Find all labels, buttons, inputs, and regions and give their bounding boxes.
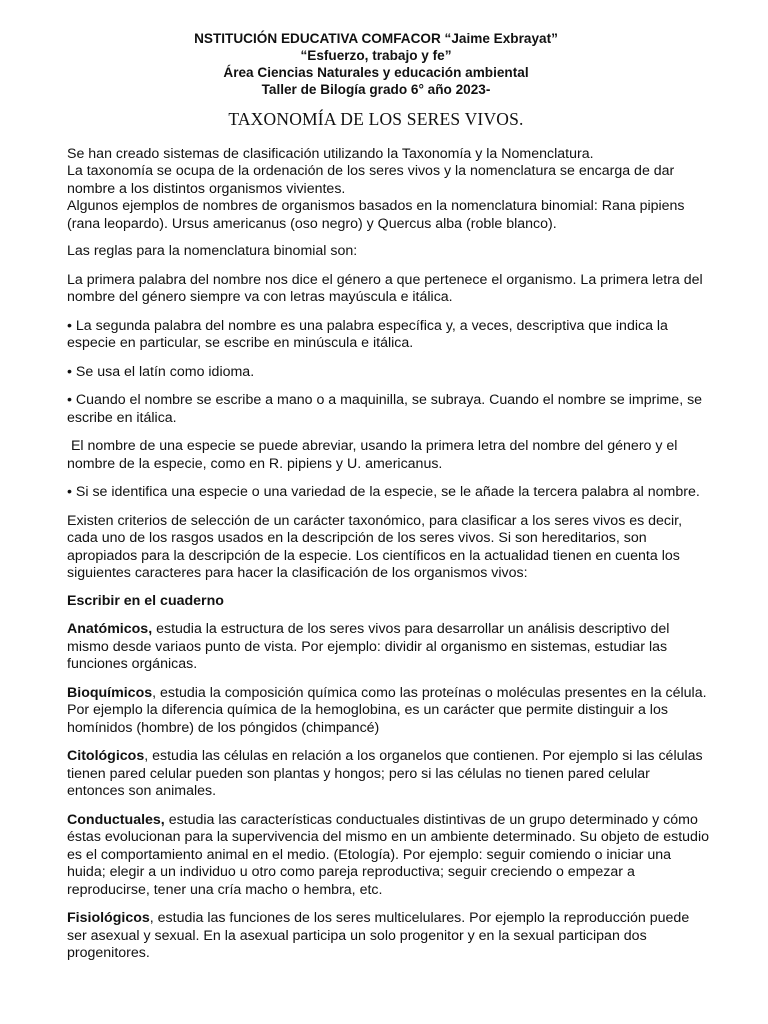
character-paragraph: [67, 621, 710, 674]
character-paragraph: [67, 910, 710, 963]
workshop-title: Taller de Bilogía grado 6° año 2023-: [261, 82, 491, 97]
notebook-heading: Escribir en el cuaderno: [67, 592, 224, 609]
character-term: Bioquímicos: [67, 684, 153, 701]
rule-item: • Se usa el latín como idioma.: [67, 363, 255, 380]
rules-heading: Las reglas para la nomenclatura binomial son:: [67, 243, 358, 259]
character-term: Conductuales,: [67, 811, 165, 828]
character-paragraph: [67, 748, 710, 801]
institution-name: NSTITUCIÓN EDUCATIVA COMFACOR “Jaime Exbrayat”: [194, 31, 558, 46]
character-description: , estudia las funciones de los seres multicelulares. Por ejemplo la reproducción puede ser asexual y sexual. En la asexual participa un solo progenitor y en la sexual participan dos progenitores.: [67, 910, 690, 961]
rule-item: • Si se identifica una especie o una variedad de la especie, se le añade la tercera palabra al nombre.: [67, 484, 700, 500]
character-description: , estudia la composición química como las proteínas o moléculas presentes en la célula. Por ejemplo la diferencia química de la hemoglobina, es un carácter que permite distinguir a los homínidos (hombre) de los póngidos (chimpancé): [67, 684, 707, 736]
document-header: [42, 30, 710, 98]
institution-motto: “Esfuerzo, trabajo y fe”: [300, 48, 452, 63]
character-paragraph: [67, 812, 710, 900]
character-description: estudia la estructura de los seres vivos para desarrollar un análisis descriptivo del mismo desde variaos punto de vista. Por ejemplo: dividir al organismo en sistemas, estudiar las funciones orgánicas.: [67, 621, 670, 672]
intro-line-3: Algunos ejemplos de nombres de organismos basados en la nomenclatura binomial: Rana pipiens (rana leopardo). Ursus americanus (oso negro) y Quercus alba (roble blanco).: [67, 198, 685, 232]
intro-block: [67, 146, 710, 234]
character-paragraph: [67, 685, 710, 738]
criteria-paragraph: Existen criterios de selección de un carácter taxonómico, para clasificar a los seres vivos es decir, cada uno de los rasgos usados en la descripción de los seres vivos. Si son hereditarios, son apropiados para la descripción de la especie. Los científicos en la actualidad tienen en cuenta los siguientes caracteres para hacer la clasificación de los organismos vivos:: [67, 512, 683, 581]
intro-line-2: La taxonomía se ocupa de la ordenación de los seres vivos y la nomenclatura se encarga de dar nombre a los distintos organismos vivientes.: [67, 163, 675, 197]
page-title: TAXONOMÍA DE LOS SERES VIVOS.: [228, 109, 524, 129]
rule-item: El nombre de una especie se puede abreviar, usando la primera letra del nombre del género y el nombre de la especie, como en R. pipiens y U. americanus.: [67, 438, 682, 472]
character-term: Anatómicos,: [67, 621, 153, 637]
character-term: Fisiológicos: [67, 910, 150, 926]
subject-area: Área Ciencias Naturales y educación ambiental: [223, 65, 529, 80]
rule-item: • La segunda palabra del nombre es una palabra específica y, a veces, descriptiva que indica la especie en particular, se escribe en minúscula e itálica.: [67, 317, 668, 351]
rule-item: La primera palabra del nombre nos dice el género a que pertenece el organismo. La primera letra del nombre del género siempre va con letras mayúscula e itálica.: [67, 271, 703, 305]
character-description: estudia las características conductuales distintivas de un grupo determinado y cómo éstas evolucionan para la supervivencia del mismo en un ambiente determinado. Su objeto de estudio es el comportamiento animal en el medio. (Etología). Por ejemplo: seguir comiendo o iniciar una huida; elegir a un individuo u otro como pareja reproductiva; seguir creciendo o empezar a reproducirse, tener una cría macho o hembra, etc.: [67, 811, 709, 898]
character-term: Citológicos: [67, 748, 145, 764]
character-description: , estudia las células en relación a los organelos que contienen. Por ejemplo si las células tienen pared celular pueden son plantas y hongos; pero si las células no tienen pared celular entonces son animales.: [67, 748, 703, 799]
intro-line-1: Se han creado sistemas de clasificación utilizando la Taxonomía y la Nomenclatura.: [67, 145, 594, 162]
rule-item: • Cuando el nombre se escribe a mano o a maquinilla, se subraya. Cuando el nombre se imprime, se escribe en itálica.: [67, 392, 703, 426]
